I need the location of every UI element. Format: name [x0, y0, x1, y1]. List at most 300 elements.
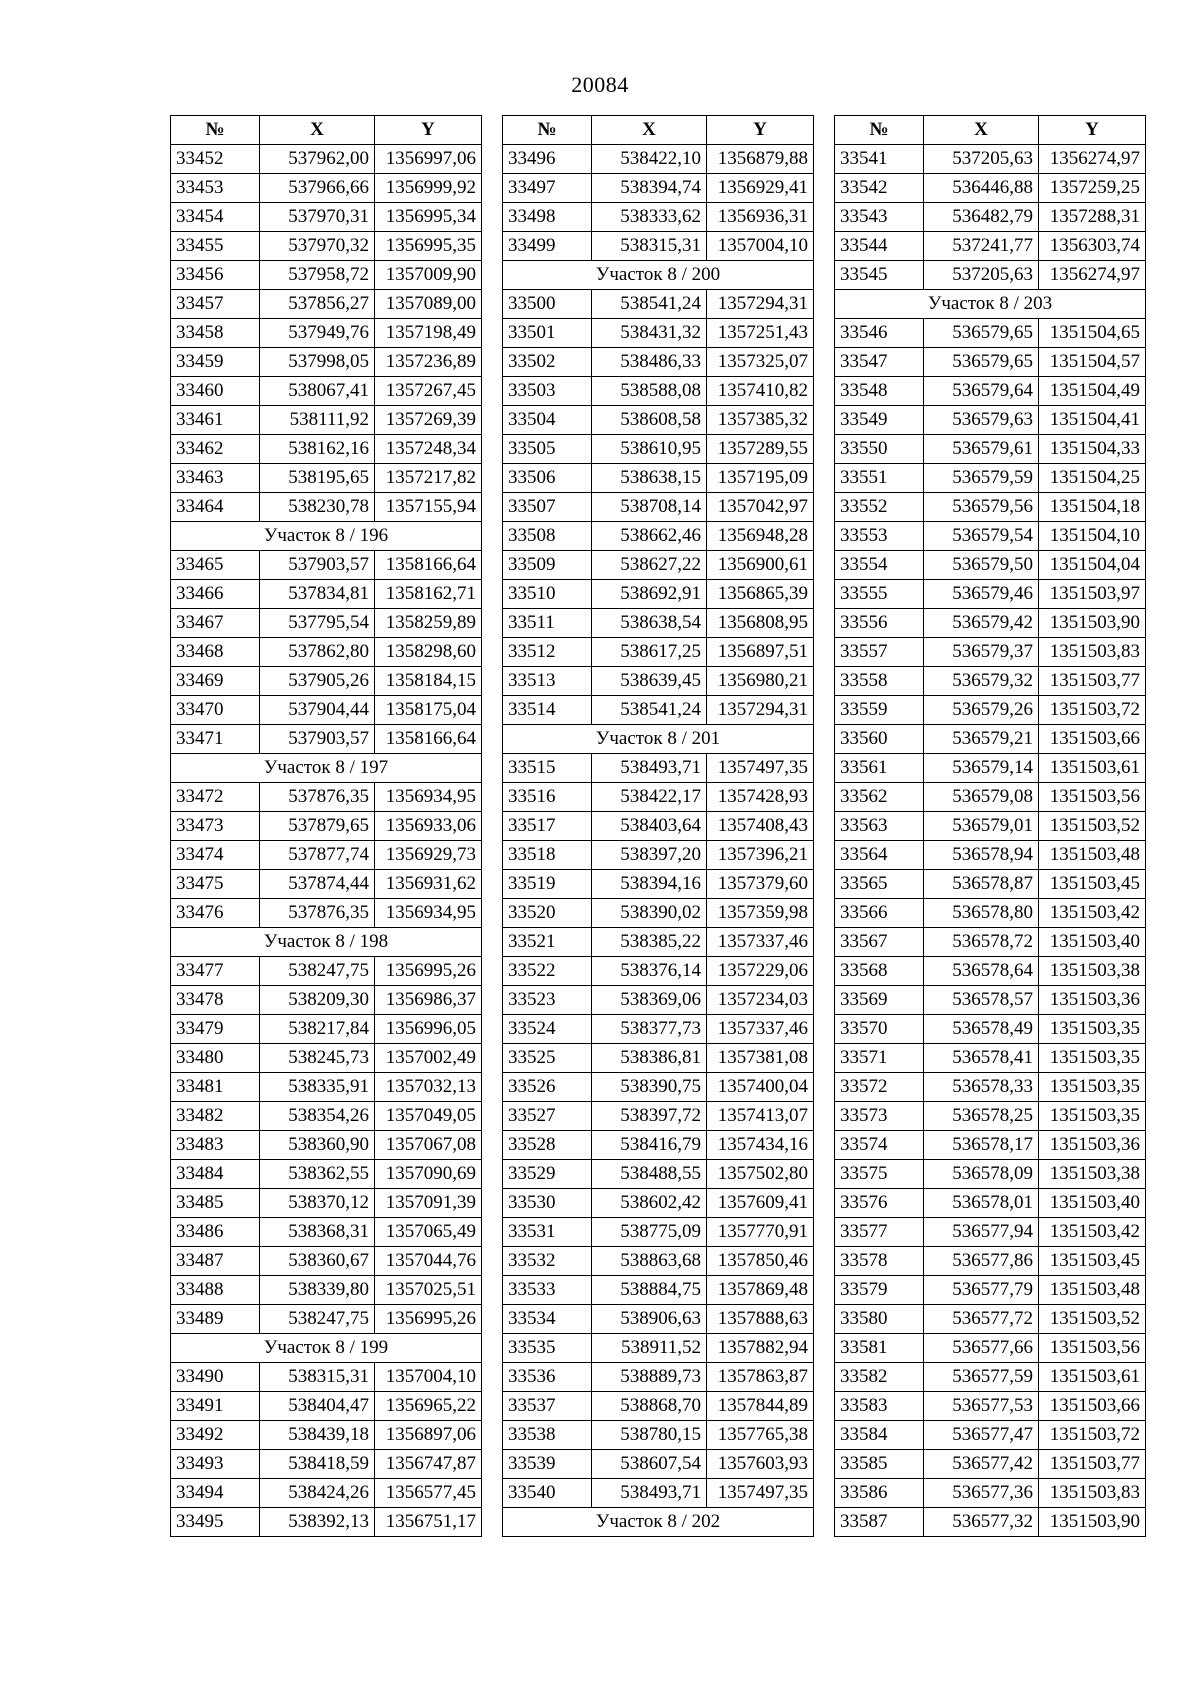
point-number-cell: 33467 — [171, 609, 260, 638]
x-coordinate-cell: 538424,26 — [260, 1479, 375, 1508]
y-coordinate-cell: 1351503,77 — [1039, 1450, 1146, 1479]
x-coordinate-cell: 538588,08 — [592, 377, 707, 406]
table-row — [835, 1247, 1146, 1276]
point-number-cell: 33526 — [503, 1073, 592, 1102]
x-coordinate-cell: 536577,79 — [924, 1276, 1039, 1305]
table-row — [835, 1363, 1146, 1392]
point-number-cell: 33549 — [835, 406, 924, 435]
point-number-cell: 33490 — [171, 1363, 260, 1392]
x-coordinate-cell: 538209,30 — [260, 986, 375, 1015]
table-row — [171, 638, 482, 667]
table-row — [835, 551, 1146, 580]
x-coordinate-cell: 538362,55 — [260, 1160, 375, 1189]
x-coordinate-cell: 536577,53 — [924, 1392, 1039, 1421]
point-number-cell: 33493 — [171, 1450, 260, 1479]
y-coordinate-cell: 1351503,35 — [1039, 1102, 1146, 1131]
x-coordinate-cell: 536578,57 — [924, 986, 1039, 1015]
y-coordinate-cell: 1357049,05 — [375, 1102, 482, 1131]
point-number-cell: 33536 — [503, 1363, 592, 1392]
point-number-cell: 33569 — [835, 986, 924, 1015]
point-number-cell: 33459 — [171, 348, 260, 377]
x-coordinate-cell: 536579,46 — [924, 580, 1039, 609]
y-coordinate-cell: 1357428,93 — [707, 783, 814, 812]
y-coordinate-cell: 1351503,45 — [1039, 870, 1146, 899]
y-coordinate-cell: 1356948,28 — [707, 522, 814, 551]
x-coordinate-cell: 538416,79 — [592, 1131, 707, 1160]
x-coordinate-cell: 538369,06 — [592, 986, 707, 1015]
point-number-cell: 33562 — [835, 783, 924, 812]
table-row — [835, 522, 1146, 551]
x-coordinate-cell: 538370,12 — [260, 1189, 375, 1218]
x-coordinate-cell: 536578,87 — [924, 870, 1039, 899]
x-coordinate-cell: 538245,73 — [260, 1044, 375, 1073]
x-coordinate-cell: 536577,86 — [924, 1247, 1039, 1276]
table-row — [503, 1450, 814, 1479]
table-row — [503, 1334, 814, 1363]
point-number-cell: 33515 — [503, 754, 592, 783]
y-coordinate-cell: 1357770,91 — [707, 1218, 814, 1247]
point-number-cell: 33548 — [835, 377, 924, 406]
x-coordinate-cell: 536578,01 — [924, 1189, 1039, 1218]
x-coordinate-cell: 537877,74 — [260, 841, 375, 870]
x-coordinate-cell: 537862,80 — [260, 638, 375, 667]
table-row — [503, 464, 814, 493]
x-coordinate-cell: 537966,66 — [260, 174, 375, 203]
section-row — [835, 290, 1146, 319]
table-row — [503, 348, 814, 377]
point-number-cell: 33463 — [171, 464, 260, 493]
x-coordinate-cell: 538541,24 — [592, 696, 707, 725]
x-coordinate-cell: 538780,15 — [592, 1421, 707, 1450]
point-number-cell: 33574 — [835, 1131, 924, 1160]
table-row — [835, 1450, 1146, 1479]
point-number-cell: 33498 — [503, 203, 592, 232]
x-coordinate-cell: 538638,54 — [592, 609, 707, 638]
y-coordinate-cell: 1351504,18 — [1039, 493, 1146, 522]
point-number-cell: 33567 — [835, 928, 924, 957]
point-number-cell: 33551 — [835, 464, 924, 493]
table-row — [171, 1102, 482, 1131]
point-number-cell: 33578 — [835, 1247, 924, 1276]
table-row — [503, 522, 814, 551]
table-row — [835, 174, 1146, 203]
x-coordinate-cell: 536579,64 — [924, 377, 1039, 406]
x-coordinate-cell: 538111,92 — [260, 406, 375, 435]
y-coordinate-cell: 1357609,41 — [707, 1189, 814, 1218]
table-row — [503, 928, 814, 957]
point-number-cell: 33573 — [835, 1102, 924, 1131]
table-row — [503, 1131, 814, 1160]
y-coordinate-cell: 1351503,56 — [1039, 1334, 1146, 1363]
y-coordinate-cell: 1356274,97 — [1039, 145, 1146, 174]
y-coordinate-cell: 1357217,82 — [375, 464, 482, 493]
point-number-cell: 33522 — [503, 957, 592, 986]
point-number-cell: 33479 — [171, 1015, 260, 1044]
y-coordinate-cell: 1357032,13 — [375, 1073, 482, 1102]
table-row — [503, 290, 814, 319]
y-coordinate-cell: 1358166,64 — [375, 551, 482, 580]
x-coordinate-cell: 536579,54 — [924, 522, 1039, 551]
table-row — [171, 1247, 482, 1276]
x-coordinate-cell: 538486,33 — [592, 348, 707, 377]
table-row — [171, 957, 482, 986]
y-coordinate-cell: 1351503,72 — [1039, 1421, 1146, 1450]
x-coordinate-cell: 536579,42 — [924, 609, 1039, 638]
table-row — [171, 1508, 482, 1537]
x-coordinate-cell: 538692,91 — [592, 580, 707, 609]
y-coordinate-cell: 1357497,35 — [707, 754, 814, 783]
point-number-cell: 33586 — [835, 1479, 924, 1508]
point-number-cell: 33535 — [503, 1334, 592, 1363]
table-header-row — [171, 116, 482, 145]
point-number-cell: 33555 — [835, 580, 924, 609]
point-number-cell: 33506 — [503, 464, 592, 493]
point-number-cell: 33560 — [835, 725, 924, 754]
point-number-cell: 33528 — [503, 1131, 592, 1160]
point-number-cell: 33466 — [171, 580, 260, 609]
table-row — [503, 203, 814, 232]
y-coordinate-cell: 1357502,80 — [707, 1160, 814, 1189]
x-coordinate-cell: 537834,81 — [260, 580, 375, 609]
point-number-cell: 33556 — [835, 609, 924, 638]
point-number-cell: 33559 — [835, 696, 924, 725]
table-row — [171, 1073, 482, 1102]
point-number-cell: 33511 — [503, 609, 592, 638]
table-row — [835, 899, 1146, 928]
point-number-cell: 33520 — [503, 899, 592, 928]
y-coordinate-cell: 1357434,16 — [707, 1131, 814, 1160]
x-coordinate-cell: 536579,56 — [924, 493, 1039, 522]
x-coordinate-cell: 538493,71 — [592, 1479, 707, 1508]
table-row — [503, 406, 814, 435]
point-number-cell: 33471 — [171, 725, 260, 754]
point-number-cell: 33508 — [503, 522, 592, 551]
table-row — [171, 1450, 482, 1479]
y-coordinate-cell: 1356980,21 — [707, 667, 814, 696]
point-number-cell: 33469 — [171, 667, 260, 696]
x-coordinate-cell: 536578,80 — [924, 899, 1039, 928]
point-number-cell: 33510 — [503, 580, 592, 609]
table-row — [835, 638, 1146, 667]
section-label: Участок 8 / 201 — [503, 725, 814, 754]
point-number-cell: 33538 — [503, 1421, 592, 1450]
table-row — [503, 1160, 814, 1189]
table-row — [503, 667, 814, 696]
x-coordinate-cell: 538377,73 — [592, 1015, 707, 1044]
y-coordinate-cell: 1356996,05 — [375, 1015, 482, 1044]
section-label: Участок 8 / 202 — [503, 1508, 814, 1537]
point-number-cell: 33550 — [835, 435, 924, 464]
table-row — [835, 464, 1146, 493]
table-row — [835, 696, 1146, 725]
point-number-cell: 33564 — [835, 841, 924, 870]
x-coordinate-cell: 536577,94 — [924, 1218, 1039, 1247]
x-coordinate-cell: 536579,65 — [924, 319, 1039, 348]
x-coordinate-cell: 538607,54 — [592, 1450, 707, 1479]
y-coordinate-cell: 1351503,38 — [1039, 1160, 1146, 1189]
point-number-cell: 33518 — [503, 841, 592, 870]
point-number-cell: 33584 — [835, 1421, 924, 1450]
table-row — [835, 348, 1146, 377]
table-row — [171, 1276, 482, 1305]
x-coordinate-cell: 537970,31 — [260, 203, 375, 232]
table-row — [171, 464, 482, 493]
table-row — [171, 1218, 482, 1247]
y-coordinate-cell: 1357269,39 — [375, 406, 482, 435]
y-coordinate-cell: 1356751,17 — [375, 1508, 482, 1537]
table-row — [171, 203, 482, 232]
table-row — [835, 203, 1146, 232]
table-row — [835, 580, 1146, 609]
x-coordinate-cell: 538360,90 — [260, 1131, 375, 1160]
table-row — [503, 1218, 814, 1247]
table-row — [171, 1189, 482, 1218]
coordinates-table-3 — [834, 115, 1146, 1537]
point-number-cell: 33465 — [171, 551, 260, 580]
y-coordinate-cell: 1356929,73 — [375, 841, 482, 870]
y-coordinate-cell: 1351503,42 — [1039, 1218, 1146, 1247]
point-number-cell: 33492 — [171, 1421, 260, 1450]
section-label: Участок 8 / 200 — [503, 261, 814, 290]
point-number-cell: 33577 — [835, 1218, 924, 1247]
y-coordinate-cell: 1357850,46 — [707, 1247, 814, 1276]
y-coordinate-cell: 1356931,62 — [375, 870, 482, 899]
x-coordinate-cell: 538397,72 — [592, 1102, 707, 1131]
x-coordinate-cell: 537962,00 — [260, 145, 375, 174]
point-number-cell: 33583 — [835, 1392, 924, 1421]
point-number-cell: 33554 — [835, 551, 924, 580]
table-row — [503, 174, 814, 203]
y-coordinate-cell: 1356995,34 — [375, 203, 482, 232]
table-row — [835, 957, 1146, 986]
x-coordinate-cell: 537958,72 — [260, 261, 375, 290]
x-coordinate-cell: 537904,44 — [260, 696, 375, 725]
table-row — [503, 1276, 814, 1305]
x-coordinate-cell: 538195,65 — [260, 464, 375, 493]
y-coordinate-cell: 1351503,40 — [1039, 1189, 1146, 1218]
point-number-cell: 33504 — [503, 406, 592, 435]
table-row — [835, 493, 1146, 522]
y-coordinate-cell: 1357869,48 — [707, 1276, 814, 1305]
table-row — [503, 609, 814, 638]
y-coordinate-cell: 1351503,77 — [1039, 667, 1146, 696]
point-number-cell: 33539 — [503, 1450, 592, 1479]
point-number-cell: 33477 — [171, 957, 260, 986]
y-coordinate-cell: 1357863,87 — [707, 1363, 814, 1392]
y-coordinate-cell: 1357410,82 — [707, 377, 814, 406]
x-coordinate-cell: 536579,50 — [924, 551, 1039, 580]
point-number-cell: 33453 — [171, 174, 260, 203]
point-number-cell: 33516 — [503, 783, 592, 812]
header-number: № — [503, 116, 592, 145]
y-coordinate-cell: 1351503,45 — [1039, 1247, 1146, 1276]
y-coordinate-cell: 1357044,76 — [375, 1247, 482, 1276]
point-number-cell: 33503 — [503, 377, 592, 406]
y-coordinate-cell: 1357198,49 — [375, 319, 482, 348]
y-coordinate-cell: 1357004,10 — [707, 232, 814, 261]
table-row — [835, 319, 1146, 348]
x-coordinate-cell: 538354,26 — [260, 1102, 375, 1131]
x-coordinate-cell: 536579,01 — [924, 812, 1039, 841]
table-row — [503, 145, 814, 174]
table-header-row — [503, 116, 814, 145]
x-coordinate-cell: 537903,57 — [260, 725, 375, 754]
y-coordinate-cell: 1357009,90 — [375, 261, 482, 290]
table-row — [171, 1160, 482, 1189]
point-number-cell: 33489 — [171, 1305, 260, 1334]
point-number-cell: 33481 — [171, 1073, 260, 1102]
y-coordinate-cell: 1357195,09 — [707, 464, 814, 493]
x-coordinate-cell: 537205,63 — [924, 145, 1039, 174]
point-number-cell: 33473 — [171, 812, 260, 841]
table-row — [835, 377, 1146, 406]
table-row — [171, 870, 482, 899]
point-number-cell: 33484 — [171, 1160, 260, 1189]
y-coordinate-cell: 1358166,64 — [375, 725, 482, 754]
table-row — [503, 1015, 814, 1044]
point-number-cell: 33486 — [171, 1218, 260, 1247]
y-coordinate-cell: 1357025,51 — [375, 1276, 482, 1305]
y-coordinate-cell: 1357091,39 — [375, 1189, 482, 1218]
table-row — [503, 493, 814, 522]
y-coordinate-cell: 1351503,35 — [1039, 1073, 1146, 1102]
y-coordinate-cell: 1357294,31 — [707, 696, 814, 725]
table-row — [503, 638, 814, 667]
x-coordinate-cell: 538775,09 — [592, 1218, 707, 1247]
point-number-cell: 33572 — [835, 1073, 924, 1102]
x-coordinate-cell: 538884,75 — [592, 1276, 707, 1305]
x-coordinate-cell: 538639,45 — [592, 667, 707, 696]
table-row — [835, 609, 1146, 638]
y-coordinate-cell: 1357236,89 — [375, 348, 482, 377]
x-coordinate-cell: 538315,31 — [260, 1363, 375, 1392]
point-number-cell: 33501 — [503, 319, 592, 348]
x-coordinate-cell: 536577,66 — [924, 1334, 1039, 1363]
y-coordinate-cell: 1351503,36 — [1039, 1131, 1146, 1160]
y-coordinate-cell: 1357497,35 — [707, 1479, 814, 1508]
table-row — [835, 435, 1146, 464]
y-coordinate-cell: 1356965,22 — [375, 1392, 482, 1421]
point-number-cell: 33507 — [503, 493, 592, 522]
y-coordinate-cell: 1351504,25 — [1039, 464, 1146, 493]
y-coordinate-cell: 1357603,93 — [707, 1450, 814, 1479]
table-body — [503, 145, 814, 1537]
x-coordinate-cell: 538708,14 — [592, 493, 707, 522]
x-coordinate-cell: 538376,14 — [592, 957, 707, 986]
point-number-cell: 33523 — [503, 986, 592, 1015]
point-number-cell: 33491 — [171, 1392, 260, 1421]
point-number-cell: 33480 — [171, 1044, 260, 1073]
table-row — [171, 1392, 482, 1421]
point-number-cell: 33519 — [503, 870, 592, 899]
y-coordinate-cell: 1356897,06 — [375, 1421, 482, 1450]
x-coordinate-cell: 538608,58 — [592, 406, 707, 435]
y-coordinate-cell: 1356747,87 — [375, 1450, 482, 1479]
section-label: Участок 8 / 196 — [171, 522, 482, 551]
y-coordinate-cell: 1356995,35 — [375, 232, 482, 261]
y-coordinate-cell: 1356303,74 — [1039, 232, 1146, 261]
table-row — [171, 841, 482, 870]
x-coordinate-cell: 537874,44 — [260, 870, 375, 899]
y-coordinate-cell: 1357259,25 — [1039, 174, 1146, 203]
table-row — [835, 406, 1146, 435]
x-coordinate-cell: 536579,21 — [924, 725, 1039, 754]
x-coordinate-cell: 538335,91 — [260, 1073, 375, 1102]
point-number-cell: 33558 — [835, 667, 924, 696]
y-coordinate-cell: 1357002,49 — [375, 1044, 482, 1073]
y-coordinate-cell: 1351503,40 — [1039, 928, 1146, 957]
y-coordinate-cell: 1357765,38 — [707, 1421, 814, 1450]
x-coordinate-cell: 538911,52 — [592, 1334, 707, 1363]
table-row — [171, 406, 482, 435]
table-row — [503, 1102, 814, 1131]
x-coordinate-cell: 538662,46 — [592, 522, 707, 551]
table-row — [171, 986, 482, 1015]
point-number-cell: 33563 — [835, 812, 924, 841]
table-row — [503, 1479, 814, 1508]
y-coordinate-cell: 1351503,35 — [1039, 1044, 1146, 1073]
y-coordinate-cell: 1351503,66 — [1039, 1392, 1146, 1421]
table-row — [503, 986, 814, 1015]
x-coordinate-cell: 538247,75 — [260, 957, 375, 986]
table-row — [503, 377, 814, 406]
table-row — [835, 1073, 1146, 1102]
y-coordinate-cell: 1351503,66 — [1039, 725, 1146, 754]
y-coordinate-cell: 1357289,55 — [707, 435, 814, 464]
x-coordinate-cell: 536579,63 — [924, 406, 1039, 435]
x-coordinate-cell: 536579,26 — [924, 696, 1039, 725]
y-coordinate-cell: 1351503,97 — [1039, 580, 1146, 609]
y-coordinate-cell: 1351504,41 — [1039, 406, 1146, 435]
y-coordinate-cell: 1351504,57 — [1039, 348, 1146, 377]
table-row — [835, 928, 1146, 957]
point-number-cell: 33587 — [835, 1508, 924, 1537]
x-coordinate-cell: 538627,22 — [592, 551, 707, 580]
x-coordinate-cell: 537795,54 — [260, 609, 375, 638]
point-number-cell: 33517 — [503, 812, 592, 841]
x-coordinate-cell: 536578,72 — [924, 928, 1039, 957]
y-coordinate-cell: 1356879,88 — [707, 145, 814, 174]
header-x: X — [924, 116, 1039, 145]
table-row — [171, 1015, 482, 1044]
point-number-cell: 33524 — [503, 1015, 592, 1044]
y-coordinate-cell: 1351503,90 — [1039, 609, 1146, 638]
table-row — [171, 899, 482, 928]
section-label: Участок 8 / 199 — [171, 1334, 482, 1363]
y-coordinate-cell: 1351503,72 — [1039, 696, 1146, 725]
table-row — [835, 725, 1146, 754]
table-body — [171, 145, 482, 1537]
point-number-cell: 33582 — [835, 1363, 924, 1392]
y-coordinate-cell: 1356934,95 — [375, 783, 482, 812]
y-coordinate-cell: 1357004,10 — [375, 1363, 482, 1392]
section-row — [171, 522, 482, 551]
coordinates-table-2 — [502, 115, 814, 1537]
point-number-cell: 33534 — [503, 1305, 592, 1334]
header-number: № — [835, 116, 924, 145]
point-number-cell: 33483 — [171, 1131, 260, 1160]
x-coordinate-cell: 536579,59 — [924, 464, 1039, 493]
point-number-cell: 33497 — [503, 174, 592, 203]
x-coordinate-cell: 538339,80 — [260, 1276, 375, 1305]
x-coordinate-cell: 538386,81 — [592, 1044, 707, 1073]
point-number-cell: 33571 — [835, 1044, 924, 1073]
point-number-cell: 33552 — [835, 493, 924, 522]
y-coordinate-cell: 1357067,08 — [375, 1131, 482, 1160]
table-row — [171, 348, 482, 377]
y-coordinate-cell: 1351503,48 — [1039, 841, 1146, 870]
point-number-cell: 33514 — [503, 696, 592, 725]
